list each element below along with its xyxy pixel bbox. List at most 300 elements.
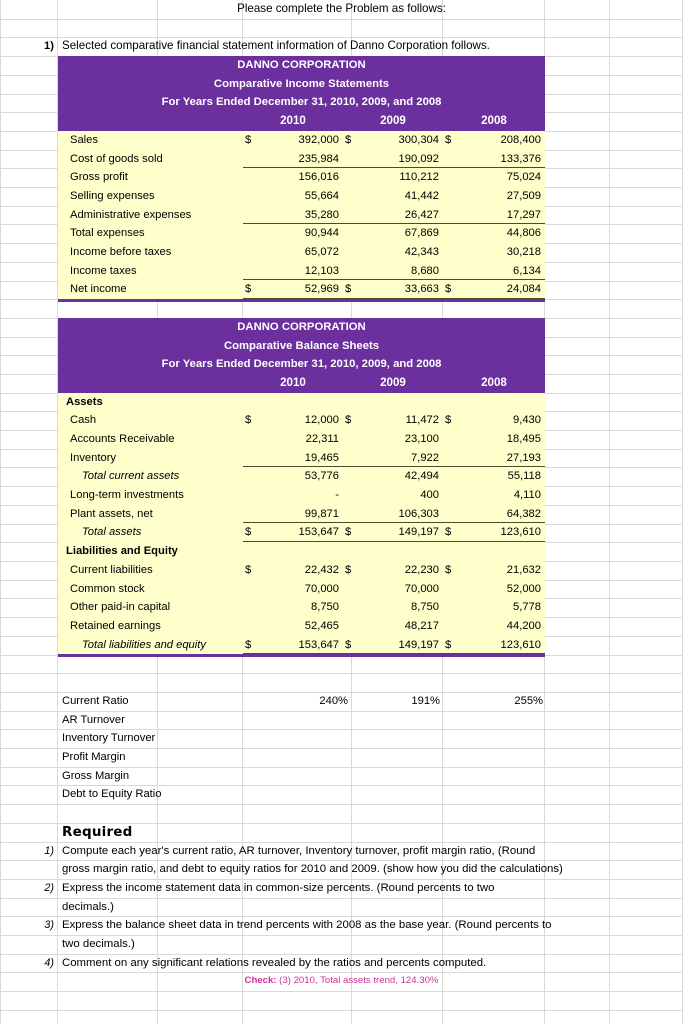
year-header-spacer <box>58 112 243 131</box>
amount-cell <box>343 467 443 486</box>
currency-symbol: $ <box>245 526 252 539</box>
balance-sheet-table <box>58 318 545 657</box>
amount-value: 35,280 <box>304 208 339 221</box>
amount-value: 18,495 <box>506 433 541 446</box>
amount-cell <box>443 168 545 187</box>
amount-value: 52,465 <box>304 619 339 632</box>
amount-cell <box>243 636 343 655</box>
currency-symbol <box>243 486 267 505</box>
currency-symbol <box>443 598 467 617</box>
amount-value: 19,465 <box>304 451 339 464</box>
question-text: Selected comparative financial statement information of Danno Corporation follows. <box>62 39 490 53</box>
amount-value: 70,000 <box>304 582 339 595</box>
required-item-text: Express the balance sheet data in trend percents with 2008 as the base year. (Round percents to <box>62 919 552 932</box>
amount-cell <box>443 131 545 150</box>
currency-symbol <box>343 617 367 636</box>
currency-symbol <box>343 150 367 168</box>
amount-cell <box>443 598 545 617</box>
amount-value: 190,092 <box>398 152 439 165</box>
currency-symbol <box>443 430 467 449</box>
currency-symbol: $ <box>445 133 452 146</box>
currency-symbol <box>343 486 367 505</box>
ratio-value: 191% <box>411 694 440 707</box>
amount-cell <box>343 243 443 262</box>
row-label: Selling expenses <box>70 189 155 202</box>
row-label: Common stock <box>70 582 145 595</box>
amount-value: 300,304 <box>398 133 439 146</box>
currency-symbol: $ <box>245 638 252 651</box>
amount-value: 90,944 <box>304 227 339 240</box>
amount-cell <box>443 393 545 412</box>
currency-symbol <box>343 467 367 486</box>
amount-cell <box>243 430 343 449</box>
year-header-2010: 2010 <box>280 114 306 128</box>
amount-cell <box>243 224 343 243</box>
amount-cell <box>443 150 545 169</box>
amount-cell <box>343 617 443 636</box>
amount-cell <box>343 580 443 599</box>
currency-symbol <box>343 598 367 617</box>
amount-cell <box>443 206 545 225</box>
amount-cell <box>243 505 343 524</box>
row-label: Cost of goods sold <box>70 152 163 165</box>
table-row <box>58 187 545 206</box>
row-label: Administrative expenses <box>70 208 192 221</box>
row-label: Net income <box>70 283 127 296</box>
amount-value: 7,922 <box>411 451 439 464</box>
currency-symbol <box>243 187 267 206</box>
amount-cell <box>443 523 545 542</box>
required-item-text: two decimals.) <box>62 938 135 950</box>
page-title: Please complete the Problem as follows: <box>237 2 446 15</box>
required-item-number: 3) <box>44 919 54 932</box>
amount-cell <box>243 280 343 299</box>
currency-symbol <box>243 168 267 187</box>
amount-cell <box>343 505 443 524</box>
currency-symbol <box>243 243 267 262</box>
amount-cell <box>343 206 443 225</box>
currency-symbol <box>443 542 467 561</box>
amount-value: 55,118 <box>507 470 541 483</box>
amount-value: 156,016 <box>298 171 339 184</box>
statement-name: Comparative Balance Sheets <box>223 339 380 352</box>
row-label: Inventory <box>70 451 117 464</box>
amount-value: 12,000 <box>304 414 339 427</box>
ratio-value: 240% <box>319 694 348 707</box>
table-bottom-accent <box>58 654 545 657</box>
row-label: Total current assets <box>82 470 180 483</box>
check-figure-prefix: Check: <box>244 975 277 987</box>
statement-company: DANNO CORPORATION <box>237 59 366 72</box>
statement-header <box>58 318 545 393</box>
table-row <box>58 636 545 655</box>
currency-symbol <box>243 430 267 449</box>
check-figure <box>0 972 683 991</box>
amount-cell <box>343 280 443 299</box>
row-label: Total assets <box>82 526 142 539</box>
row-label: Cash <box>70 414 97 427</box>
currency-symbol <box>443 224 467 243</box>
amount-value: 235,984 <box>298 152 339 165</box>
amount-cell <box>343 561 443 580</box>
amount-cell <box>343 150 443 169</box>
currency-symbol <box>343 580 367 599</box>
required-item-number: 2) <box>44 881 54 894</box>
amount-value: 22,311 <box>305 433 339 446</box>
amount-value: 75,024 <box>506 171 541 184</box>
table-row <box>58 486 545 505</box>
currency-symbol <box>443 505 467 523</box>
amount-cell <box>343 636 443 655</box>
currency-symbol: $ <box>345 283 352 296</box>
currency-symbol: $ <box>345 133 352 146</box>
currency-symbol <box>443 243 467 262</box>
amount-value: 48,217 <box>404 619 439 632</box>
required-item-text: gross margin ratio, and debt to equity ratios for 2010 and 2009. (show how you did the calculations) <box>62 863 563 876</box>
ratio-label: Gross Margin <box>62 769 130 782</box>
currency-symbol: $ <box>345 563 352 576</box>
row-label: Accounts Receivable <box>70 433 175 446</box>
currency-symbol: $ <box>245 283 252 296</box>
currency-symbol <box>243 467 267 486</box>
year-header-spacer <box>58 374 243 393</box>
ratio-label: Inventory Turnover <box>62 732 156 745</box>
amount-value: 9,430 <box>513 414 541 427</box>
amount-cell <box>443 430 545 449</box>
amount-value: 27,509 <box>506 189 541 202</box>
required-item-text: Express the income statement data in common-size percents. (Round percents to two <box>62 881 495 894</box>
currency-symbol <box>343 262 367 280</box>
row-label: Income taxes <box>70 264 137 277</box>
currency-symbol: $ <box>345 526 352 539</box>
amount-cell <box>243 523 343 542</box>
amount-cell <box>343 430 443 449</box>
year-header-2010: 2010 <box>280 375 306 389</box>
row-label: Assets <box>66 395 103 408</box>
amount-value: 41,442 <box>404 189 439 202</box>
amount-cell <box>443 262 545 281</box>
currency-symbol <box>243 206 267 224</box>
currency-symbol <box>243 262 267 280</box>
amount-cell <box>443 636 545 655</box>
row-label: Income before taxes <box>70 245 172 258</box>
amount-cell <box>243 561 343 580</box>
amount-value <box>267 393 339 412</box>
amount-value: 26,427 <box>404 208 439 221</box>
amount-value: 17,297 <box>506 208 541 221</box>
amount-value: 153,647 <box>298 526 339 539</box>
amount-value: 208,400 <box>500 133 541 146</box>
amount-cell <box>243 542 343 561</box>
year-header-2009: 2009 <box>380 375 406 389</box>
amount-cell <box>443 467 545 486</box>
income-statement-table <box>58 56 545 302</box>
amount-cell <box>243 206 343 225</box>
table-row <box>58 280 545 299</box>
amount-cell <box>243 598 343 617</box>
amount-value: 33,663 <box>404 283 439 296</box>
statement-body <box>58 393 545 655</box>
amount-value: 55,664 <box>304 189 339 202</box>
amount-cell <box>343 131 443 150</box>
amount-cell <box>343 542 443 561</box>
table-row <box>58 262 545 281</box>
amount-value: 11,472 <box>405 414 439 427</box>
table-row <box>58 617 545 636</box>
currency-symbol: $ <box>445 638 452 651</box>
required-item-text: decimals.) <box>62 900 114 913</box>
amount-cell <box>343 523 443 542</box>
amount-cell <box>443 187 545 206</box>
amount-value: 24,084 <box>506 283 541 296</box>
amount-value: 99,871 <box>304 507 339 520</box>
year-header-2008: 2008 <box>481 114 507 128</box>
row-label: Plant assets, net <box>70 507 153 520</box>
amount-value: 149,197 <box>398 526 439 539</box>
amount-cell <box>443 243 545 262</box>
amount-cell <box>443 449 545 468</box>
currency-symbol <box>243 598 267 617</box>
amount-cell <box>443 280 545 299</box>
currency-symbol <box>243 617 267 636</box>
amount-value: 65,072 <box>304 245 339 258</box>
row-label: Total liabilities and equity <box>82 638 206 651</box>
ratio-label: AR Turnover <box>62 713 125 726</box>
year-header-2008: 2008 <box>481 375 507 389</box>
statement-company: DANNO CORPORATION <box>237 320 366 333</box>
amount-cell <box>443 486 545 505</box>
currency-symbol <box>243 449 267 467</box>
amount-cell <box>243 262 343 281</box>
required-item-number: 4) <box>44 956 54 969</box>
currency-symbol <box>243 505 267 523</box>
currency-symbol <box>443 449 467 467</box>
amount-value: 110,212 <box>399 171 439 184</box>
year-header-row <box>58 374 545 393</box>
amount-value: 27,193 <box>506 451 541 464</box>
amount-value: 133,376 <box>500 152 541 165</box>
ratio-label: Current Ratio <box>62 694 129 707</box>
statement-body <box>58 131 545 299</box>
row-label: Liabilities and Equity <box>66 545 178 558</box>
currency-symbol <box>243 580 267 599</box>
amount-cell <box>343 262 443 281</box>
required-heading: Required <box>62 823 133 840</box>
amount-value: 153,647 <box>298 638 339 651</box>
currency-symbol: $ <box>445 414 452 427</box>
amount-value: 42,343 <box>404 245 439 258</box>
amount-cell <box>243 486 343 505</box>
amount-value: 52,969 <box>304 283 339 296</box>
amount-value <box>267 542 339 561</box>
currency-symbol <box>443 206 467 224</box>
currency-symbol <box>443 467 467 486</box>
amount-value: 123,610 <box>500 526 541 539</box>
amount-value: 67,869 <box>404 227 439 240</box>
amount-cell <box>443 505 545 524</box>
table-row <box>58 393 545 412</box>
amount-value: 4,110 <box>513 489 541 502</box>
check-figure-text: (3) 2010, Total assets trend, 124.30% <box>276 975 439 987</box>
amount-value: 22,432 <box>304 563 339 576</box>
currency-symbol <box>243 542 267 561</box>
ratio-label: Profit Margin <box>62 751 126 763</box>
amount-value: 8,750 <box>311 601 339 614</box>
amount-cell <box>443 224 545 243</box>
currency-symbol <box>343 430 367 449</box>
amount-value: 21,632 <box>506 563 541 576</box>
table-row <box>58 131 545 150</box>
currency-symbol: $ <box>445 526 452 539</box>
amount-value <box>467 393 541 412</box>
currency-symbol <box>343 505 367 523</box>
currency-symbol: $ <box>245 133 252 146</box>
currency-symbol: $ <box>345 414 352 427</box>
statement-header <box>58 56 545 131</box>
currency-symbol <box>343 393 367 412</box>
year-header-row <box>58 112 545 131</box>
amount-cell <box>243 243 343 262</box>
amount-value: 149,197 <box>398 638 439 651</box>
currency-symbol: $ <box>445 563 452 576</box>
amount-value: 123,610 <box>500 638 541 651</box>
amount-value: 23,100 <box>404 433 439 446</box>
row-label: Current liabilities <box>70 563 153 576</box>
currency-symbol <box>443 486 467 505</box>
amount-value: 400 <box>420 489 439 502</box>
amount-value: 22,230 <box>404 563 439 576</box>
amount-value: 12,103 <box>304 264 339 277</box>
amount-cell <box>343 168 443 187</box>
amount-cell <box>443 411 545 430</box>
currency-symbol <box>243 150 267 168</box>
table-row <box>58 224 545 243</box>
amount-value <box>467 542 541 561</box>
currency-symbol <box>443 617 467 636</box>
amount-cell <box>343 411 443 430</box>
table-row <box>58 449 545 468</box>
amount-value: 5,778 <box>513 601 541 614</box>
required-item-number: 1) <box>44 844 54 857</box>
amount-cell <box>443 542 545 561</box>
amount-cell <box>243 393 343 412</box>
currency-symbol <box>443 187 467 206</box>
currency-symbol <box>343 542 367 561</box>
table-row <box>58 542 545 561</box>
ratio-value: 255% <box>514 694 543 707</box>
amount-cell <box>343 449 443 468</box>
amount-value: 53,776 <box>304 470 339 483</box>
table-row <box>58 243 545 262</box>
amount-value: 70,000 <box>404 582 439 595</box>
amount-value: 106,303 <box>398 507 439 520</box>
currency-symbol <box>443 262 467 280</box>
currency-symbol <box>443 168 467 187</box>
amount-value: 8,680 <box>411 264 439 277</box>
row-label: Retained earnings <box>70 619 161 632</box>
currency-symbol <box>443 393 467 412</box>
amount-value <box>367 393 439 412</box>
amount-cell <box>443 561 545 580</box>
table-row <box>58 168 545 187</box>
amount-cell <box>343 598 443 617</box>
amount-value: 44,200 <box>506 619 541 632</box>
currency-symbol <box>243 393 267 412</box>
amount-cell <box>243 580 343 599</box>
currency-symbol <box>243 224 267 243</box>
table-row <box>58 561 545 580</box>
currency-symbol: $ <box>245 563 252 576</box>
currency-symbol <box>343 224 367 243</box>
amount-cell <box>343 393 443 412</box>
table-row <box>58 505 545 524</box>
amount-cell <box>243 150 343 169</box>
table-row <box>58 206 545 225</box>
amount-value: - <box>335 489 339 502</box>
amount-cell <box>243 168 343 187</box>
question-number: 1) <box>44 40 54 53</box>
table-row <box>58 150 545 169</box>
amount-cell <box>243 411 343 430</box>
currency-symbol <box>343 243 367 262</box>
amount-value: 64,382 <box>506 507 541 520</box>
amount-cell <box>343 486 443 505</box>
amount-value <box>367 542 439 561</box>
table-row <box>58 411 545 430</box>
amount-cell <box>243 467 343 486</box>
currency-symbol <box>343 449 367 467</box>
required-item-text: Compute each year's current ratio, AR turnover, Inventory turnover, profit margin ratio, (Round <box>62 844 536 857</box>
row-label: Sales <box>70 133 98 146</box>
statement-period: For Years Ended December 31, 2010, 2009, and 2008 <box>161 358 442 371</box>
table-row <box>58 430 545 449</box>
table-row <box>58 467 545 486</box>
year-header-2009: 2009 <box>380 114 406 128</box>
amount-value: 6,134 <box>513 264 541 277</box>
table-row <box>58 523 545 542</box>
currency-symbol <box>343 206 367 224</box>
amount-value: 30,218 <box>506 245 541 258</box>
row-label: Long-term investments <box>70 489 184 502</box>
currency-symbol: $ <box>445 283 452 296</box>
amount-value: 392,000 <box>298 133 339 146</box>
row-label: Total expenses <box>70 227 145 240</box>
currency-symbol <box>443 150 467 168</box>
amount-cell <box>243 187 343 206</box>
table-row <box>58 598 545 617</box>
required-item-text: Comment on any significant relations revealed by the ratios and percents computed. <box>62 956 487 969</box>
currency-symbol: $ <box>345 638 352 651</box>
amount-value: 52,000 <box>506 582 541 595</box>
amount-value: 8,750 <box>411 601 439 614</box>
amount-cell <box>243 617 343 636</box>
amount-cell <box>443 580 545 599</box>
statement-name: Comparative Income Statements <box>213 77 390 90</box>
amount-cell <box>343 224 443 243</box>
row-label: Gross profit <box>70 171 128 184</box>
row-label: Other paid-in capital <box>70 601 171 614</box>
amount-cell <box>443 617 545 636</box>
ratio-label: Debt to Equity Ratio <box>62 788 162 801</box>
amount-cell <box>243 131 343 150</box>
amount-cell <box>243 449 343 468</box>
table-bottom-accent <box>58 299 545 302</box>
amount-value: 44,806 <box>506 227 541 240</box>
amount-value: 42,494 <box>404 470 439 483</box>
currency-symbol <box>343 168 367 187</box>
currency-symbol <box>343 187 367 206</box>
currency-symbol: $ <box>245 414 252 427</box>
